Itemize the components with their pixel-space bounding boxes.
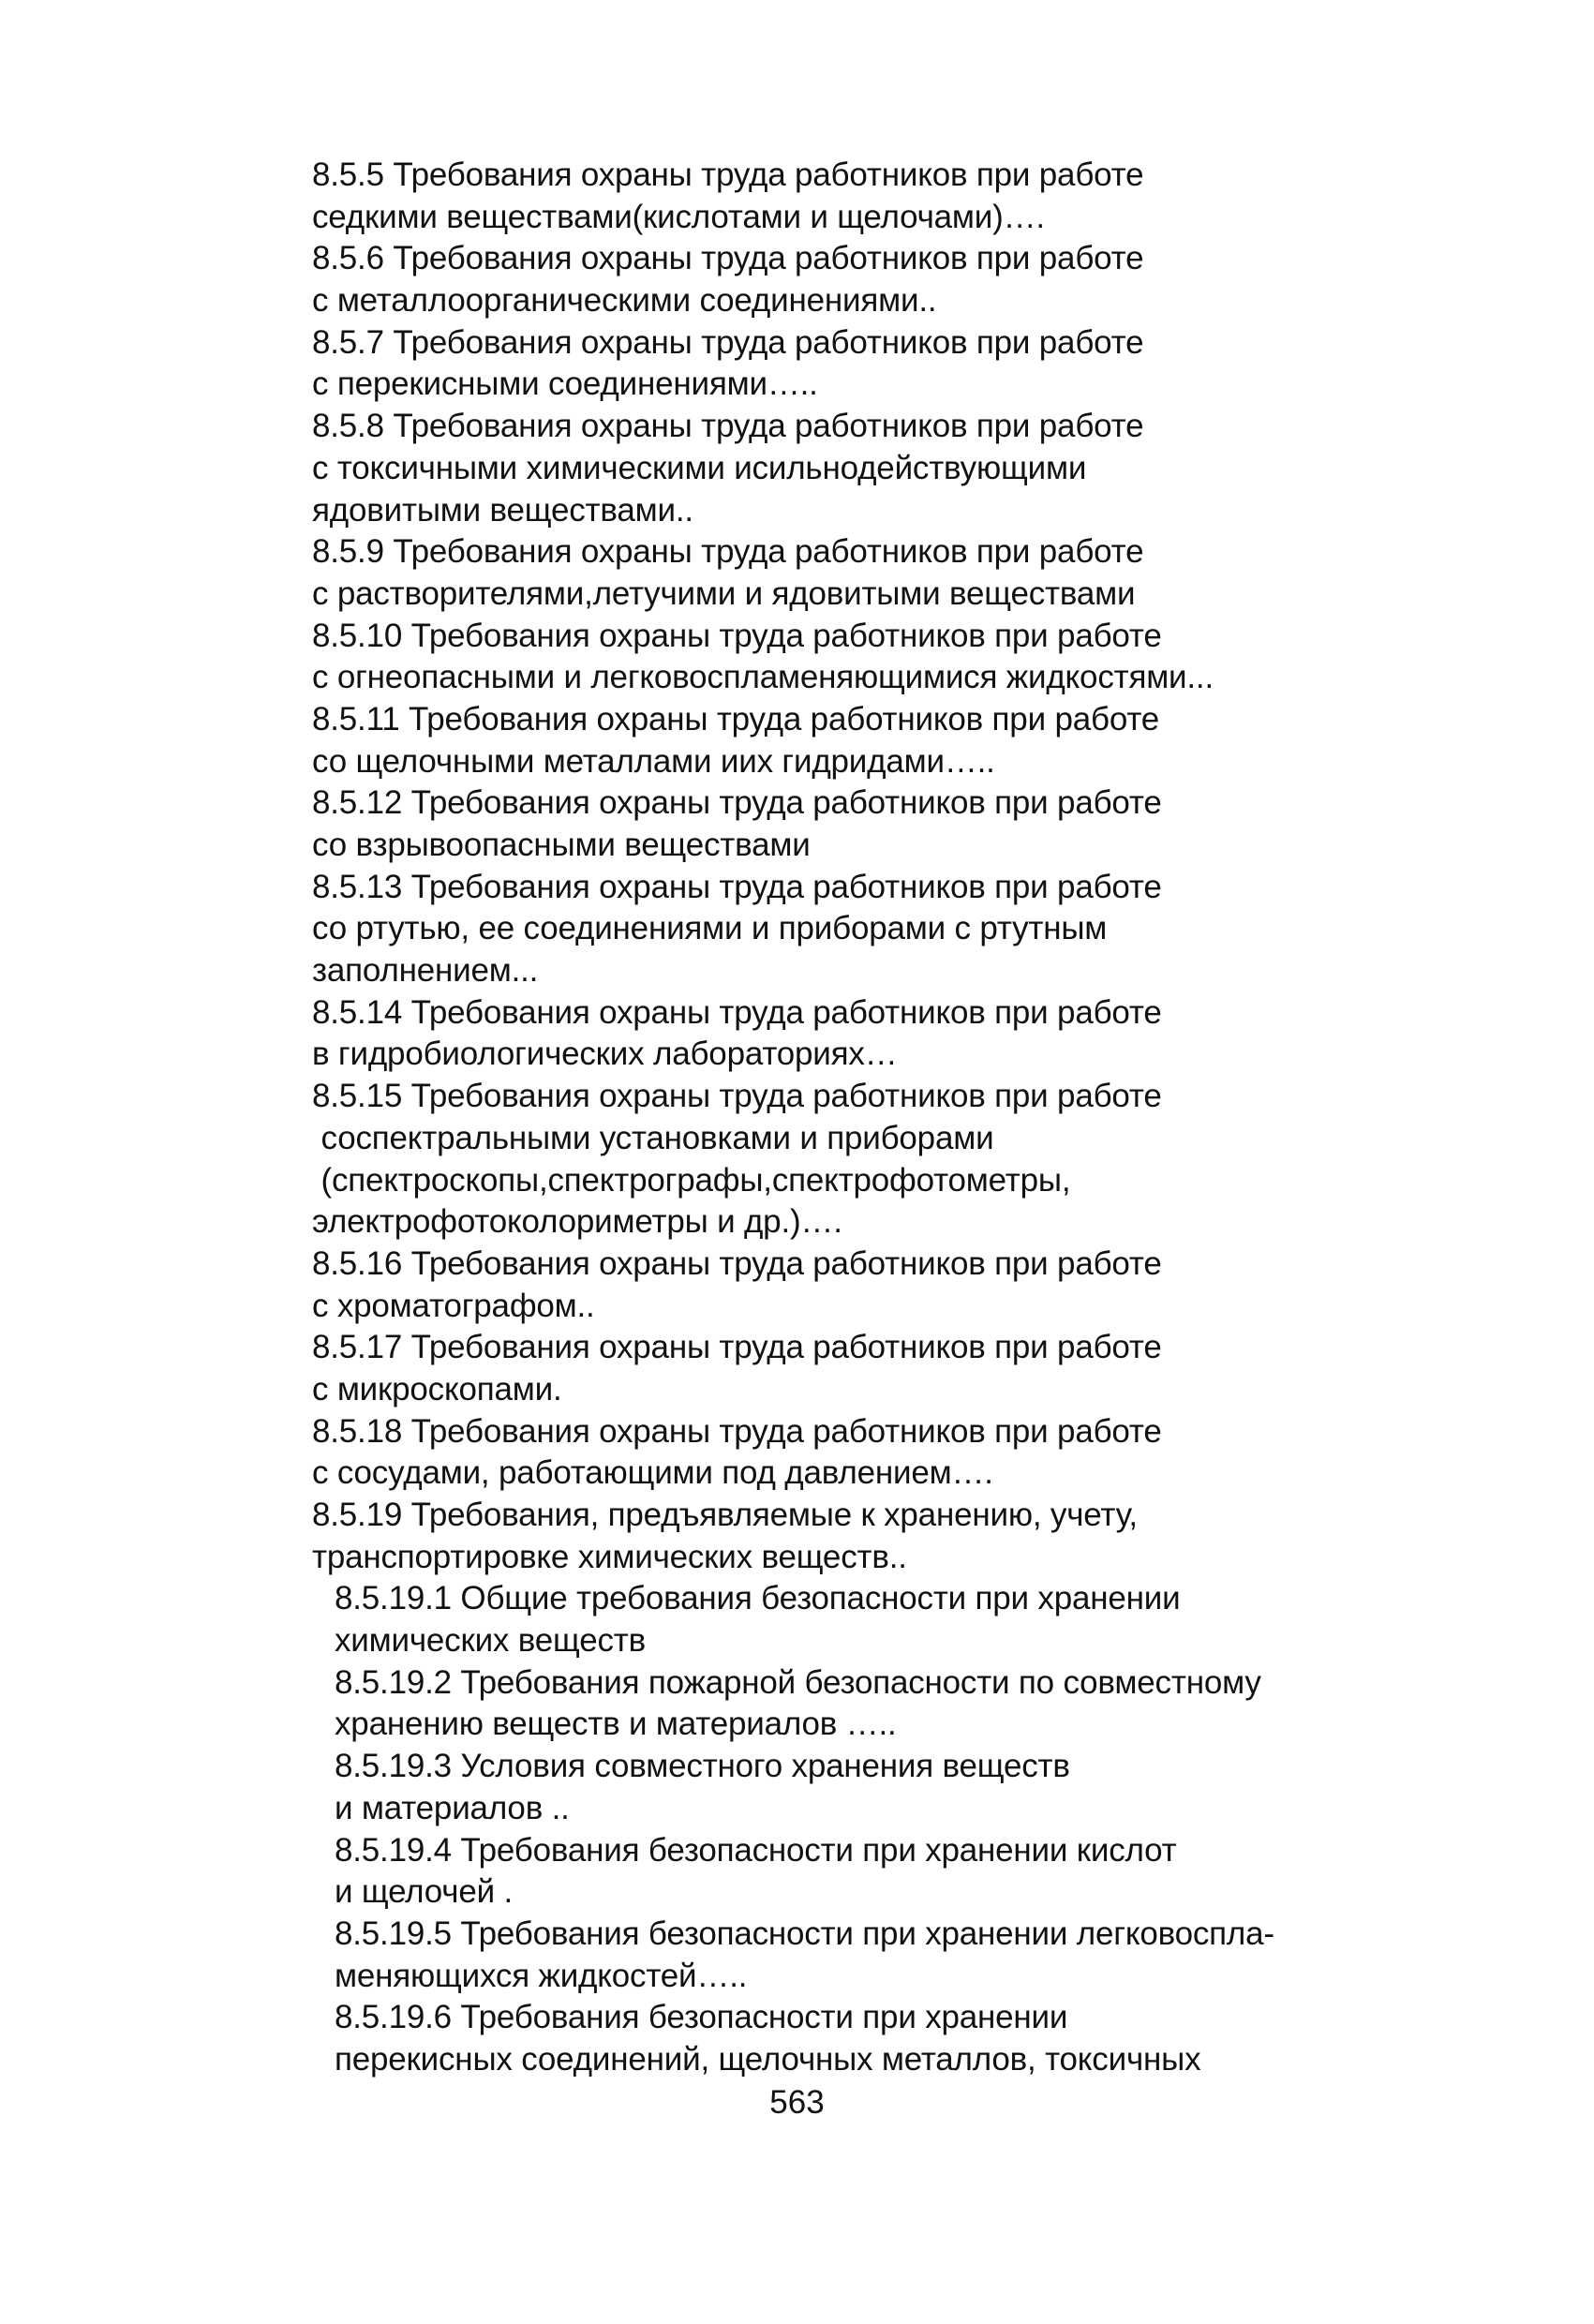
toc-subline: химических веществ xyxy=(335,1622,647,1660)
toc-line: 8.5.19 Требования, предъявляемые к хранению, учету, xyxy=(312,1497,1138,1533)
toc-line: с сосудами, работающими под давлением…. xyxy=(312,1454,993,1492)
toc-line: 8.5.12 Требования охраны труда работников при работе xyxy=(312,784,1162,822)
toc-line: 8.5.5 Требования охраны труда работников при работе xyxy=(312,156,1144,193)
toc-line: электрофотоколориметры и др.)…. xyxy=(312,1203,842,1241)
toc-line: 8.5.17 Требования охраны труда работников при работе xyxy=(312,1329,1162,1366)
toc-subline: 8.5.19.4 Требования безопасности при хранении кислот xyxy=(335,1831,1177,1869)
toc-subline: хранению веществ и материалов ….. xyxy=(335,1706,897,1743)
page-number: 563 xyxy=(769,2084,825,2121)
toc-line: с металлоорганическими соединениями.. xyxy=(312,282,937,320)
toc-line: заполнением... xyxy=(312,952,539,990)
toc-subline: 8.5.19.2 Требования пожарной безопасности по совместному xyxy=(335,1663,1261,1701)
toc-line: с растворителями,летучими и ядовитыми веществами xyxy=(312,574,1136,612)
toc-line: 8.5.18 Требования охраны труда работников при работе xyxy=(312,1412,1162,1450)
toc-line: 8.5.7 Требования охраны труда работников при работе xyxy=(312,323,1144,361)
toc-line: со ртутью, ее соединениями и приборами с ртутным xyxy=(312,910,1108,947)
toc-subline: 8.5.19.1 Общие требования безопасности при хранении xyxy=(335,1580,1181,1617)
toc-line: 8.5.16 Требования охраны труда работников при работе xyxy=(312,1244,1162,1282)
toc-line: (спектроскопы,спектрографы,спектрофотометры, xyxy=(312,1161,1071,1199)
toc-line: 8.5.9 Требования охраны труда работников при работе xyxy=(312,533,1144,571)
toc-line: с хроматографом.. xyxy=(312,1287,595,1324)
toc-subline: меняющихся жидкостей….. xyxy=(335,1957,748,1994)
toc-line: с микроскопами. xyxy=(312,1370,562,1408)
toc-line: седкими веществами(кислотами и щелочами)…. xyxy=(312,198,1045,235)
toc-line: 8.5.10 Требования охраны труда работников при работе xyxy=(312,617,1162,654)
toc-line: со щелочными металлами иих гидридами….. xyxy=(312,742,995,780)
toc-line: 8.5.11 Требования охраны труда работников при работе xyxy=(312,700,1160,737)
toc-line: с огнеопасными и легковоспламеняющимися жидкостями... xyxy=(312,659,1214,696)
toc-line: 8.5.13 Требования охраны труда работников при работе xyxy=(312,868,1162,905)
toc-line: 8.5.8 Требования охраны труда работников при работе xyxy=(312,408,1144,445)
toc-line: 8.5.6 Требования охраны труда работников при работе xyxy=(312,240,1144,277)
toc-subline: перекисных соединений, щелочных металлов, токсичных xyxy=(335,2040,1201,2078)
toc-line: 8.5.14 Требования охраны труда работников при работе xyxy=(312,993,1162,1031)
toc-subline: 8.5.19.3 Условия совместного хранения веществ xyxy=(335,1748,1070,1785)
toc-subline: и материалов .. xyxy=(335,1789,570,1826)
toc-subline: 8.5.19.6 Требования безопасности при хранении xyxy=(335,1999,1068,2036)
toc-line: транспортировке химических веществ.. xyxy=(312,1538,907,1575)
toc-line: 8.5.15 Требования охраны труда работников при работе xyxy=(312,1078,1162,1115)
toc-line: со взрывоопасными веществами xyxy=(312,827,811,863)
table-of-contents xyxy=(312,155,1418,2081)
toc-line: ядовитыми веществами.. xyxy=(312,491,693,529)
toc-line: с токсичными химическими исильнодействующими xyxy=(312,449,1087,486)
toc-subline: 8.5.19.5 Требования безопасности при хранении легковоспла- xyxy=(335,1914,1274,1952)
toc-line: соспектральными установками и приборами xyxy=(312,1119,994,1156)
toc-subline: и щелочей . xyxy=(335,1873,513,1911)
toc-line: в гидробиологических лабораториях… xyxy=(312,1035,898,1073)
toc-line: с перекисными соединениями….. xyxy=(312,365,818,403)
